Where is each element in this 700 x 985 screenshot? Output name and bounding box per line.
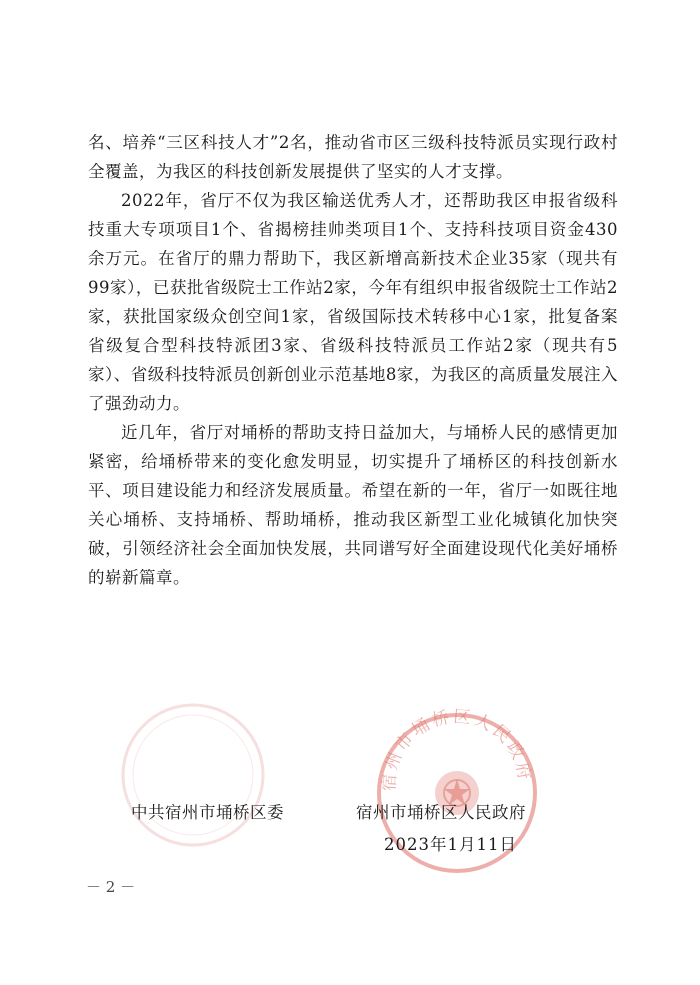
signature-party-committee: 中共宿州市埇桥区委 [131, 803, 284, 822]
signature-government: 宿州市埇桥区人民政府 [356, 803, 526, 822]
party-committee-seal [118, 700, 268, 850]
paragraph-2: 2022年，省厅不仅为我区输送优秀人才，还帮助我区申报省级科技重大专项项目1个、省揭榜挂帅类项目1个、支持科技项目资金430余万元。在省厅的鼎力帮助下，我区新增高新技术企业35家（现共有99家），已获批省级院士工作站2家，今年有组织申报省级院士工作站2家，获批国家级众创空间1家，省级国际技术转移中心1家，批复备案省级复合型科技特派团3家、省级科技特派员工作站2家（现共有5家）、省级科技特派员创新创业示范基地8家，为我区的高质量发展注入了强劲动力。 [88, 191, 618, 413]
signature-date: 2023年1月11日 [384, 835, 517, 854]
svg-text:宿州市埇桥区人民政府: 宿州市埇桥区人民政府 [379, 706, 535, 792]
page-number: － 2 － [86, 878, 136, 896]
paragraph-3: 近几年，省厅对埇桥的帮助支持日益加大，与埇桥人民的感情更加紧密，给埇桥带来的变化愈发明显，切实提升了埇桥区的科技创新水平、项目建设能力和经济发展质量。希望在新的一年，省厅一如既往地关心埇桥、支持埇桥、帮助埇桥，推动我区新型工业化城镇化加快突破，引领经济社会全面加快发展，共同谱写好全面建设现代化美好埇桥的崭新篇章。 [88, 423, 618, 587]
body-text [88, 128, 618, 592]
paragraph-1: 名、培养“三区科技人才”2名，推动省市区三级科技特派员实现行政村全覆盖，为我区的科技创新发展提供了坚实的人才支撑。 [88, 133, 618, 181]
